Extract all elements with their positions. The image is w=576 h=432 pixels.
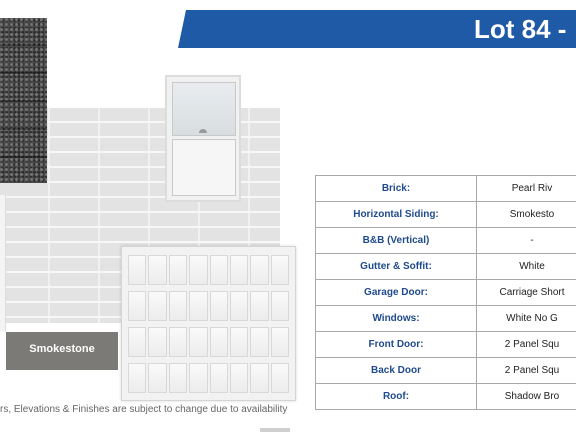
spec-value: 2 Panel Squ bbox=[477, 332, 576, 358]
spec-label: Roof: bbox=[316, 384, 477, 410]
spec-label: Front Door: bbox=[316, 332, 477, 358]
window-image bbox=[165, 75, 241, 202]
garage-panel-row bbox=[128, 363, 289, 393]
page-indicator bbox=[260, 428, 290, 432]
table-row bbox=[316, 176, 576, 202]
table-row bbox=[316, 384, 576, 410]
table-row bbox=[316, 358, 576, 384]
disclaimer-text: rs, Elevations & Finishes are subject to change due to availability bbox=[0, 404, 288, 415]
trim-swatch bbox=[0, 195, 6, 332]
spec-label: Back Door bbox=[316, 358, 477, 384]
spec-value: 2 Panel Squ bbox=[477, 358, 576, 384]
spec-value: White bbox=[477, 254, 576, 280]
table-row bbox=[316, 280, 576, 306]
table-row bbox=[316, 228, 576, 254]
table-row bbox=[316, 306, 576, 332]
spec-value: White No G bbox=[477, 306, 576, 332]
garage-panel-row bbox=[128, 291, 289, 321]
table-row bbox=[316, 254, 576, 280]
garage-panel-row bbox=[128, 327, 289, 357]
window-lock bbox=[199, 129, 207, 133]
spec-value: - bbox=[477, 228, 576, 254]
spec-label: B&B (Vertical) bbox=[316, 228, 477, 254]
spec-value: Carriage Short bbox=[477, 280, 576, 306]
spec-label: Windows: bbox=[316, 306, 477, 332]
spec-label: Gutter & Soffit: bbox=[316, 254, 477, 280]
spec-value: Pearl Riv bbox=[477, 176, 576, 202]
siding-swatch-label: Smokestone bbox=[29, 343, 95, 355]
spec-value: Shadow Bro bbox=[477, 384, 576, 410]
spec-label: Horizontal Siding: bbox=[316, 202, 477, 228]
window-lower-pane bbox=[172, 139, 236, 196]
garage-panel-row bbox=[128, 255, 289, 285]
window-upper-pane bbox=[172, 82, 236, 136]
table-row bbox=[316, 332, 576, 358]
spec-label: Brick: bbox=[316, 176, 477, 202]
selections-table bbox=[315, 175, 576, 410]
siding-swatch bbox=[6, 332, 118, 370]
page-title: Lot 84 - bbox=[474, 14, 567, 44]
table-row bbox=[316, 202, 576, 228]
spec-value: Smokesto bbox=[477, 202, 576, 228]
garage-door-image bbox=[121, 246, 296, 401]
roof-shingle-swatch bbox=[0, 18, 47, 183]
spec-label: Garage Door: bbox=[316, 280, 477, 306]
